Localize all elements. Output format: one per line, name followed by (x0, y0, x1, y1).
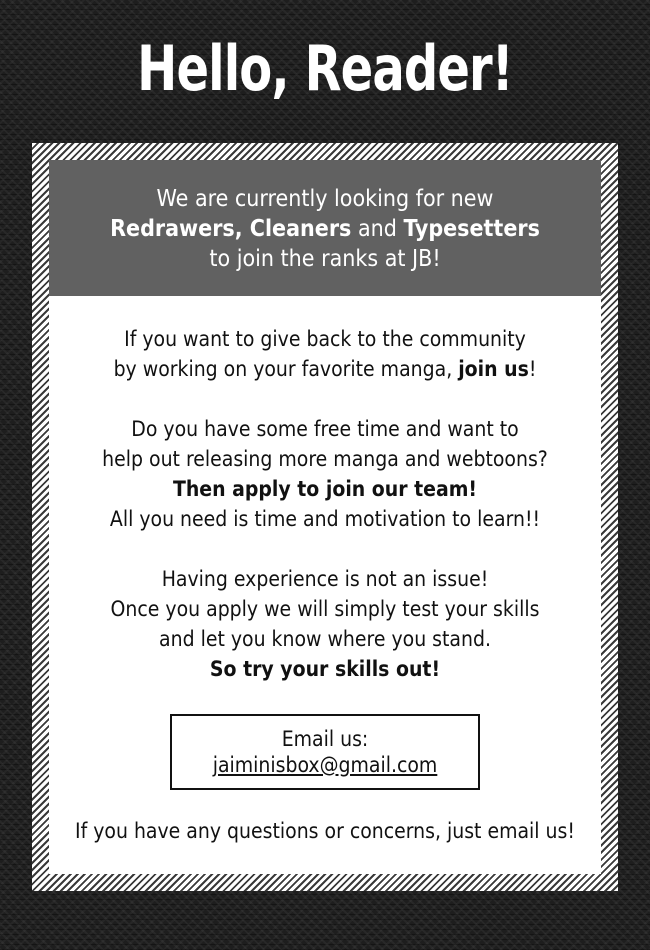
banner-conjunction: and (357, 216, 397, 242)
banner-roles-primary: Redrawers, Cleaners (110, 216, 352, 242)
banner-line-2 (59, 214, 591, 244)
p3-line-1: Having experience is not an issue! (161, 567, 489, 591)
body-copy (49, 296, 601, 846)
banner-line-1: We are currently looking for new (156, 186, 494, 212)
p1-line-2-text: by working on your favorite manga, (113, 357, 453, 381)
p1-line-2-end: ! (528, 357, 537, 381)
banner-roles-secondary: Typesetters (403, 216, 540, 242)
p2-line-1: Do you have some free time and want to (131, 417, 519, 441)
footer-note: If you have any questions or concerns, just email us! (75, 819, 575, 843)
email-label: Email us: (281, 727, 369, 751)
p3-line-3: and let you know where you stand. (159, 627, 491, 651)
hatched-frame (32, 143, 618, 891)
email-address-link[interactable]: jaiminisbox@gmail.com (212, 753, 438, 777)
page-title: Hello, Reader! (137, 32, 513, 105)
p2-line-3-emphasis: Then apply to join our team! (172, 477, 478, 501)
p2-line-2: help out releasing more manga and webtoons? (102, 447, 548, 471)
recruitment-banner (49, 160, 601, 296)
p3-line-2: Once you apply we will simply test your skills (110, 597, 540, 621)
p2-line-4: All you need is time and motivation to learn!! (109, 507, 541, 531)
p1-line-2 (114, 357, 537, 381)
content-card (49, 160, 601, 874)
email-callout-box (170, 714, 480, 790)
paragraph-2 (75, 414, 575, 534)
p1-line-1: If you want to give back to the community (124, 327, 526, 351)
paragraph-3 (75, 564, 575, 684)
banner-line-3: to join the ranks at JB! (209, 246, 441, 272)
join-us-emphasis: join us (458, 357, 529, 381)
p3-line-4-emphasis: So try your skills out! (209, 657, 441, 681)
paragraph-1 (75, 324, 575, 384)
